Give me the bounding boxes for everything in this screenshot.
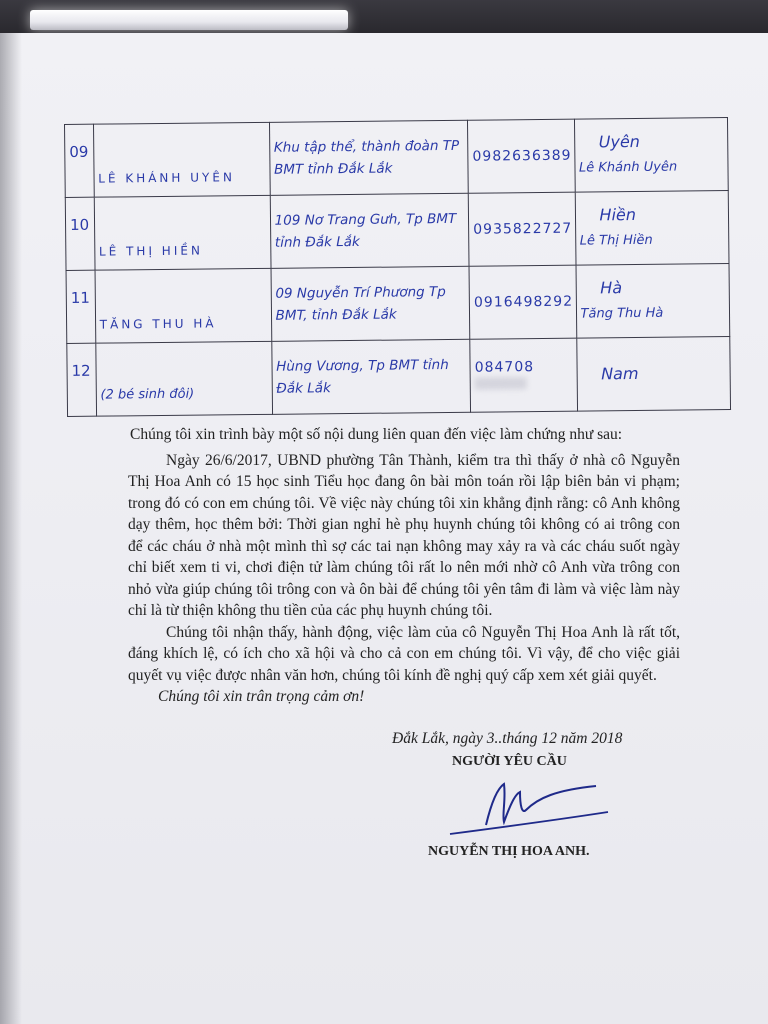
row-number-cell	[66, 270, 95, 343]
row-number: 11	[70, 288, 91, 307]
parent-name: LÊ THỊ HIỀN	[98, 243, 203, 259]
signature-name: Lê Khánh Uyên	[578, 159, 678, 176]
signature-name: Lê Thị Hiền	[579, 232, 653, 249]
handwritten-signature: Hà	[600, 278, 623, 298]
phone-cell	[468, 192, 575, 266]
signature-cell	[575, 191, 729, 266]
signature-scribble-icon	[446, 770, 616, 840]
signer-name: NGUYỄN THỊ HOA ANH.	[428, 844, 590, 859]
body-paragraph-1: Ngày 26/6/2017, UBND phường Tân Thành, kiểm tra thì thấy ở nhà cô Nguyễn Thị Hoa Anh có 15 học sinh Tiểu học đang ôn bài môn toán rồi lập biên bản vi phạm; trong đó có con em chúng tôi. Về việc này chúng tôi xin khẳng định rằng: cô Anh không dạy thêm, học thêm bởi: Thời gian nghỉ hè phụ huynh chúng tôi không có ai trông con để các cháu ở nhà một mình thì sợ các tai nạn không may xảy ra và các cháu suốt ngày chỉ biết xem ti vi, chơi điện tử làm chúng tôi rất lo nên mới nhờ cô Anh vừa trông con nhỏ vừa giúp chúng tôi trông con và ôn bài để chúng tôi yên tâm đi làm và việc làm này chỉ là từ thiện không thu tiền của các phụ huynh chúng tôi.	[128, 451, 680, 619]
parent-table	[64, 117, 731, 417]
signature-cell	[576, 264, 730, 339]
parent-name: TĂNG THU HÀ	[99, 316, 217, 332]
phone-cell	[468, 119, 575, 193]
name-cell	[95, 268, 272, 343]
page-shadow	[0, 33, 22, 1024]
parent-phone: 0982636389	[472, 147, 572, 165]
parent-address: 109 Nơ Trang Gưh, Tp BMT tỉnh Đắk Lắk	[274, 210, 457, 251]
signature-name: Tăng Thu Hà	[580, 305, 664, 322]
signature-cell	[576, 337, 730, 412]
body-paragraph-2: Chúng tôi nhận thấy, hành động, việc làm của cô Nguyễn Thị Hoa Anh là rất tốt, đáng khích lệ, có ích cho xã hội và cho cả con em chúng tôi. Vì vậy, để cho việc giải quyết vụ việc được nhân văn hơn, chúng tôi kính đề nghị quý cấp xem xét giải quyết.	[128, 623, 680, 684]
row-number-cell	[65, 124, 94, 197]
address-cell	[271, 339, 470, 414]
phone-cell	[469, 265, 576, 339]
handwritten-signature: Nam	[601, 363, 639, 384]
phone-digits: 084708	[474, 359, 535, 376]
parent-phone: 0935822727	[473, 220, 573, 238]
table-row	[67, 337, 731, 417]
place-and-date: Đắk Lắk, ngày 3..tháng 12 năm 2018	[392, 730, 623, 747]
parent-address: 09 Nguyễn Trí Phương Tp BMT, tỉnh Đắk Lắk	[275, 284, 446, 324]
table-row	[66, 264, 730, 344]
address-cell	[270, 193, 469, 268]
signer-role: NGƯỜI YÊU CẦU	[452, 754, 567, 769]
row-number-cell	[65, 197, 94, 270]
table-row	[65, 118, 729, 198]
ceiling-lamp	[30, 10, 348, 30]
redaction-blur	[475, 377, 527, 390]
address-cell	[271, 266, 470, 341]
parent-address: Hùng Vương, Tp BMT tỉnh Đắk Lắk	[276, 356, 449, 397]
letter-body	[128, 424, 680, 708]
parent-phone: 0916498292	[473, 293, 574, 311]
address-cell	[269, 120, 468, 195]
parent-address: Khu tập thể, thành đoàn TP BMT tỉnh Đắk Lắk	[273, 137, 460, 178]
handwritten-signature: Hiền	[599, 205, 637, 225]
thanks-line: Chúng tôi xin trân trọng cảm ơn!	[158, 688, 365, 705]
row-number: 12	[71, 361, 91, 380]
parent-phone	[475, 359, 573, 392]
row-number-cell	[67, 343, 96, 416]
name-cell	[94, 195, 271, 270]
row-number: 09	[69, 142, 89, 161]
parent-name-note: (2 bé sinh đôi)	[100, 386, 195, 403]
row-number: 10	[69, 215, 90, 234]
name-cell	[93, 122, 270, 197]
signature-block	[392, 726, 692, 772]
parent-name: LÊ KHÁNH UYÊN	[98, 170, 235, 186]
handwritten-signature: Uyên	[598, 131, 640, 152]
name-cell	[95, 341, 272, 416]
table-row	[65, 191, 729, 271]
intro-paragraph: Chúng tôi xin trình bày một số nội dung liên quan đến việc làm chứng như sau:	[130, 426, 623, 443]
phone-cell	[470, 338, 577, 412]
signature-cell	[574, 118, 728, 193]
